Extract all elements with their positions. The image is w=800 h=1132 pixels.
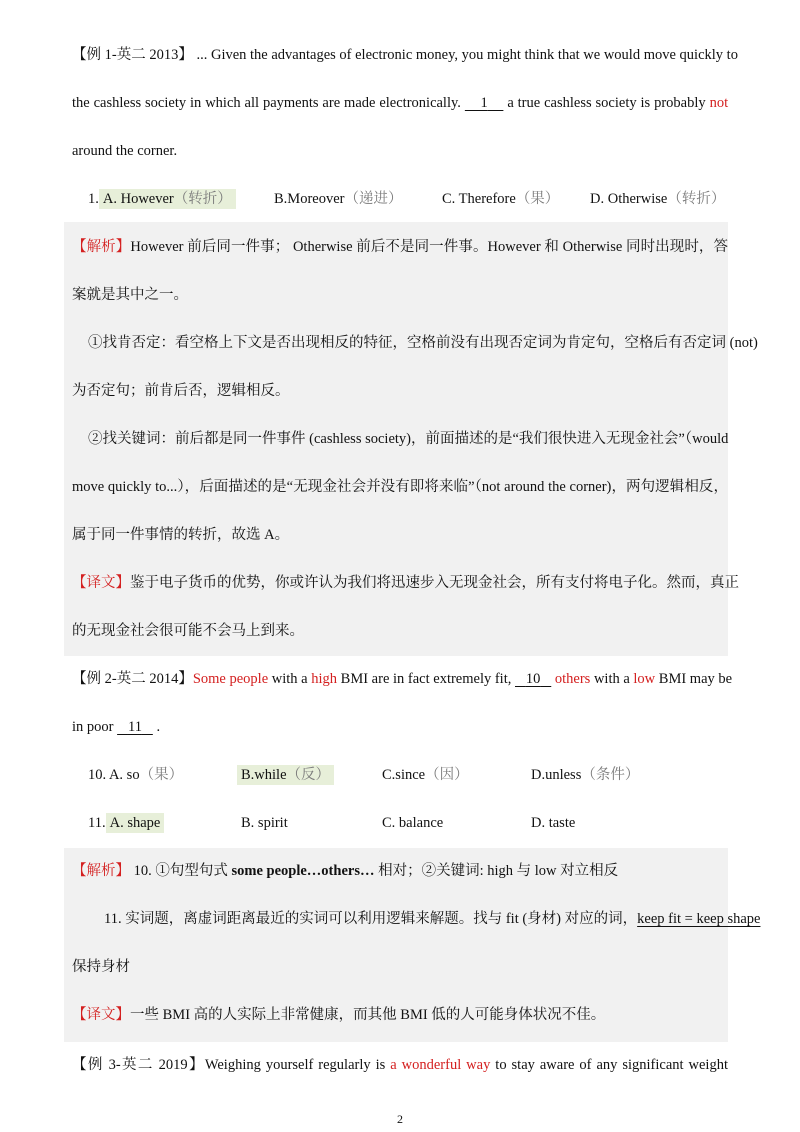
ex2-analysis-11-line-1: 11. 实词题，离虚词距离最近的实词可以利用逻辑来解题。找与 fit (身材) 对应的词，keep fit = keep shape bbox=[104, 911, 761, 927]
ex2-q11-option-d: D. taste bbox=[531, 815, 576, 831]
translation-tag: 【译文】 bbox=[72, 575, 130, 591]
ex1-point-2-line-3: 属于同一件事情的转折，故选 A。 bbox=[72, 527, 290, 543]
ex1-point-1-line-2: 为否定句；前肯后否，逻辑相反。 bbox=[72, 383, 290, 399]
ex2-tag: 【例 2-英二 2014】 bbox=[72, 671, 193, 687]
ex1-translation-line-2: 的无现金社会很可能不会马上到来。 bbox=[72, 623, 304, 639]
ex1-line-1: 【例 1-英二 2013】 ... Given the advantages of electronic money, you might think that we would move quickly to bbox=[72, 47, 738, 63]
ex1-point-2-line-1: ②找关键词：前后都是同一件事件 (cashless society)，前面描述的是“我们很快进入无现金社会”（would bbox=[88, 431, 729, 447]
ex2-q10-option-a: 10. A. so（果） bbox=[88, 767, 184, 783]
ex2-q10-option-b: B.while（反） bbox=[237, 760, 334, 790]
ex2-line-1: 【例 2-英二 2014】Some people with a high BMI are in fact extremely fit, 10 others with a low BMI may be bbox=[72, 671, 733, 687]
analysis-tag: 【解析】 bbox=[72, 239, 131, 255]
ex1-point-1-line-1: ①找肯否定：看空格上下文是否出现相反的特征，空格前没有出现否定词为肯定句，空格后有否定词 (not) bbox=[88, 335, 758, 351]
ex1-option-d: D. Otherwise（转折） bbox=[590, 191, 726, 207]
ex3-tag: 【例 3-英二 2019】 bbox=[72, 1057, 205, 1073]
ex2-q10-option-d: D.unless（条件） bbox=[531, 767, 640, 783]
ex1-point-2-line-2: move quickly to...），后面描述的是“无现金社会并没有即将来临”（not around the corner)，两句逻辑相反， bbox=[72, 479, 728, 495]
ex1-analysis-line-1: 【解析】However 前后同一件事； Otherwise 前后不是同一件事。However 和 Otherwise 同时出现时，答 bbox=[72, 239, 728, 255]
ex3-line-1: 【例 3-英二 2019】Weighing yourself regularly is a wonderful way to stay aware of any significant weight bbox=[72, 1057, 728, 1073]
ex2-line-2: in poor 11 . bbox=[72, 719, 161, 735]
translation-tag: 【译文】 bbox=[72, 1007, 130, 1023]
ex1-line-3: around the corner. bbox=[72, 143, 178, 159]
ex2-q10-option-c: C.since（因） bbox=[382, 767, 469, 783]
ex1-line-2: the cashless society in which all payments are made electronically. 1 a true cashless society is probably not bbox=[72, 95, 729, 111]
ex2-q11-option-a: 11. A. shape bbox=[88, 808, 164, 838]
ex1-option-b: B.Moreover（递进） bbox=[274, 191, 403, 207]
ex2-q11-option-c: C. balance bbox=[382, 815, 444, 831]
ex1-translation-line-1: 【译文】鉴于电子货币的优势，你或许认为我们将迅速步入无现金社会，所有支付将电子化。然而，真正 bbox=[72, 575, 739, 591]
ex1-tag: 【例 1-英二 2013】 bbox=[72, 47, 193, 63]
ex1-analysis-line-2: 案就是其中之一。 bbox=[72, 287, 188, 303]
ex2-analysis-10: 【解析】 10. ①句型句式 some people…others… 相对；②关键词: high 与 low 对立相反 bbox=[72, 863, 619, 879]
ex1-blank-1: 1 bbox=[480, 95, 488, 111]
ex1-option-c: C. Therefore（果） bbox=[442, 191, 560, 207]
ex1-option-a: 1. A. However（转折） bbox=[88, 184, 236, 214]
ex2-blank-11: 11 bbox=[127, 719, 142, 735]
ex2-blank-10: 10 bbox=[525, 671, 541, 687]
ex2-analysis-11-line-2: 保持身材 bbox=[72, 959, 130, 975]
analysis-tag: 【解析】 bbox=[72, 863, 130, 879]
ex2-q11-option-b: B. spirit bbox=[241, 815, 288, 831]
page-number: 2 bbox=[397, 1112, 403, 1126]
ex2-translation: 【译文】一些 BMI 高的人实际上非常健康，而其他 BMI 低的人可能身体状况不佳。 bbox=[72, 1007, 606, 1023]
